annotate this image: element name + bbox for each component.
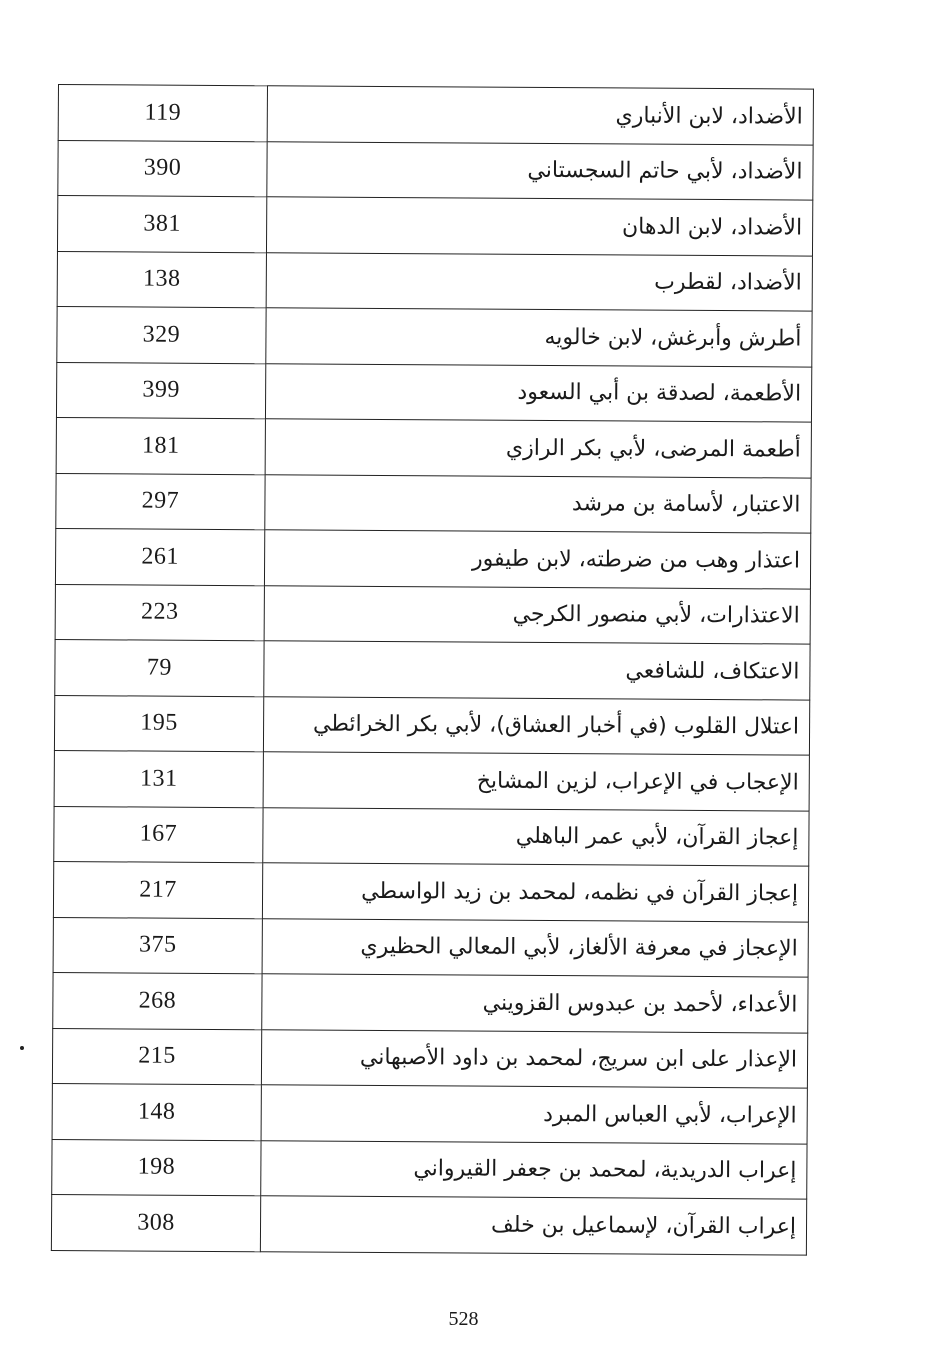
entry-title: الإعجاز في معرفة الألغاز، لأبي المعالي الحظيري [262,918,808,977]
entry-title: الأضداد، لقطرب [266,252,812,311]
entry-title: اعتلال القلوب (في أخبار العشاق)، لأبي بكر الخرائطي [263,696,809,755]
book-index-table [51,84,814,1255]
table-row [57,251,812,311]
entry-title: إعراب القرآن، لإسماعيل بن خلف [260,1196,806,1255]
entry-title: الأضداد، لأبي حاتم السجستاني [267,141,813,200]
entry-title: الاعتبار، لأسامة بن مرشد [265,474,811,533]
table-row [55,584,810,644]
page-number: 528 [448,1308,479,1330]
entry-page-number: 195 [54,695,263,752]
entry-title: الإعراب، لأبي العباس المبرد [261,1085,807,1144]
entry-title: أطرش وأبرغش، لابن خالويه [266,308,812,367]
entry-page-number: 181 [56,417,265,474]
entry-title: أطعمة المرضى، لأبي بكر الرازي [265,419,811,478]
table-row [55,528,810,588]
table-row [56,417,811,477]
entry-title: الإعذار على ابن سريج، لمحمد بن داود الأصبهاني [261,1029,807,1088]
entry-title: إعراب الدريدية، لمحمد بن جعفر القيرواني [261,1140,807,1199]
entry-title: اعتذار وهب من ضرطته، لابن طيفور [264,530,810,589]
entry-page-number: 381 [57,196,266,253]
entry-page-number: 390 [58,140,267,197]
table-row [56,362,811,422]
entry-title: الاعتكاف، للشافعي [264,641,810,700]
entry-page-number: 167 [54,806,263,863]
table-row [54,806,809,866]
entry-title: إعجاز القرآن، لأبي عمر الباهلي [263,807,809,866]
table-row [53,917,808,977]
table-row [58,85,813,145]
entry-page-number: 223 [55,584,264,641]
entry-title: الأضداد، لابن الدهان [266,197,812,256]
entry-page-number: 138 [57,251,266,308]
table-row [51,1194,806,1254]
index-table-body [51,85,813,1255]
entry-page-number: 217 [53,861,262,918]
table-row [56,473,811,533]
entry-title: الأطعمة، لصدقة بن أبي السعود [265,363,811,422]
entry-page-number: 148 [52,1083,261,1140]
entry-title: الإعجاب في الإعراب، لزين المشايخ [263,752,809,811]
entry-page-number: 261 [55,528,264,585]
entry-title: إعجاز القرآن في نظمه، لمحمد بن زيد الواسطي [262,863,808,922]
table-row [52,1139,807,1199]
entry-page-number: 297 [56,473,265,530]
entry-page-number: 399 [56,362,265,419]
scan-speck [20,1046,24,1050]
table-row [54,750,809,810]
entry-page-number: 215 [52,1028,261,1085]
table-row [52,1083,807,1143]
table-row [55,639,810,699]
entry-title: الاعتذارات، لأبي منصور الكرجي [264,585,810,644]
table-row [54,695,809,755]
table-row [53,861,808,921]
table-row [57,196,812,256]
table-row [57,306,812,366]
entry-page-number: 198 [52,1139,261,1196]
table-row [58,140,813,200]
entry-page-number: 79 [55,639,264,696]
entry-page-number: 119 [58,85,267,142]
entry-page-number: 329 [57,306,266,363]
table-row [52,1028,807,1088]
entry-page-number: 268 [53,972,262,1029]
entry-title: الأعداء، لأحمد بن عبدوس القزويني [262,974,808,1033]
entry-title: الأضداد، لابن الأنباري [267,86,813,145]
entry-page-number: 131 [54,750,263,807]
entry-page-number: 308 [51,1194,260,1251]
entry-page-number: 375 [53,917,262,974]
table-row [53,972,808,1032]
